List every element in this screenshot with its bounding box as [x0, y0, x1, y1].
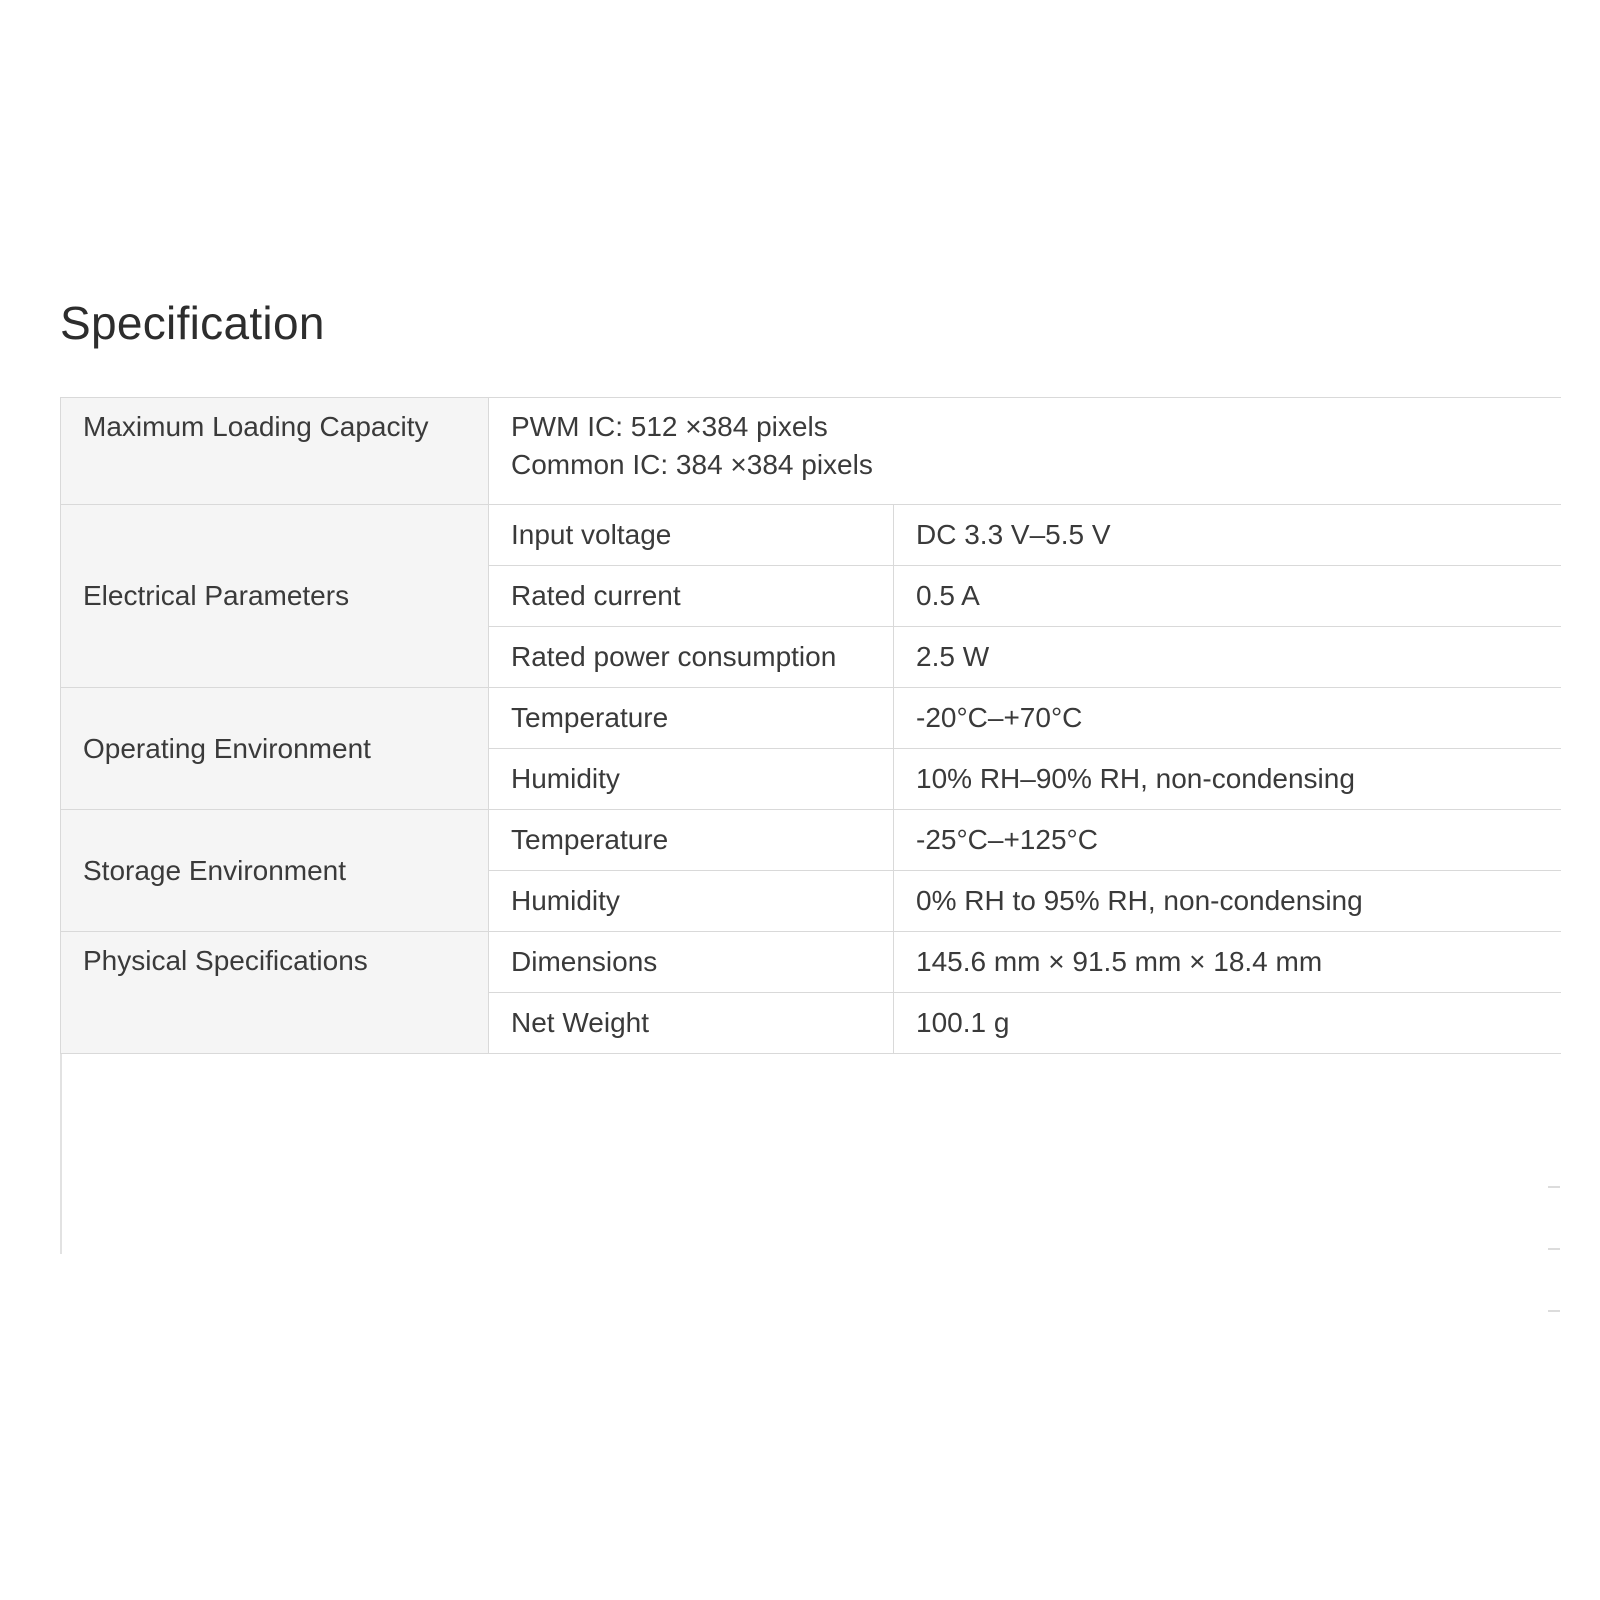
param-name-cell: Temperature — [489, 688, 894, 749]
param-value-cell: 2.5 W — [894, 627, 1561, 688]
param-name-cell: Net Weight — [489, 993, 894, 1054]
param-value-cell: 145.6 mm × 91.5 mm × 18.4 mm — [894, 932, 1561, 993]
param-name-cell: Input voltage — [489, 505, 894, 566]
loading-value-line: Common IC: 384 ×384 pixels — [511, 449, 873, 480]
table-row — [61, 688, 1561, 749]
table-row — [61, 810, 1561, 871]
param-name-cell: Temperature — [489, 810, 894, 871]
edge-tick-divider — [1548, 1310, 1560, 1312]
category-cell-electrical: Electrical Parameters — [61, 505, 489, 688]
param-value-cell: -25°C–+125°C — [894, 810, 1561, 871]
category-cell-storage: Storage Environment — [61, 810, 489, 932]
category-cell-operating: Operating Environment — [61, 688, 489, 810]
loading-value-line: PWM IC: 512 ×384 pixels — [511, 411, 828, 442]
table-row — [61, 505, 1561, 566]
param-name-cell: Rated power consumption — [489, 627, 894, 688]
table-row — [61, 932, 1561, 993]
category-cell-loading: Maximum Loading Capacity — [61, 398, 489, 505]
param-value-cell: 100.1 g — [894, 993, 1561, 1054]
loading-value-cell — [489, 398, 1561, 505]
param-value-cell: DC 3.3 V–5.5 V — [894, 505, 1561, 566]
param-name-cell: Dimensions — [489, 932, 894, 993]
param-value-cell: 0.5 A — [894, 566, 1561, 627]
page-title: Specification — [60, 297, 325, 349]
param-name-cell: Rated current — [489, 566, 894, 627]
edge-tick-divider — [1548, 1248, 1560, 1250]
param-value-cell: 0% RH to 95% RH, non-condensing — [894, 871, 1561, 932]
table-row — [61, 398, 1561, 505]
param-value-cell: -20°C–+70°C — [894, 688, 1561, 749]
param-name-cell: Humidity — [489, 749, 894, 810]
edge-tick-divider — [1548, 1186, 1560, 1188]
spec-table — [60, 397, 1561, 1054]
table-edge-divider — [60, 1054, 62, 1254]
param-name-cell: Humidity — [489, 871, 894, 932]
category-cell-physical: Physical Specifications — [61, 932, 489, 1054]
param-value-cell: 10% RH–90% RH, non-condensing — [894, 749, 1561, 810]
